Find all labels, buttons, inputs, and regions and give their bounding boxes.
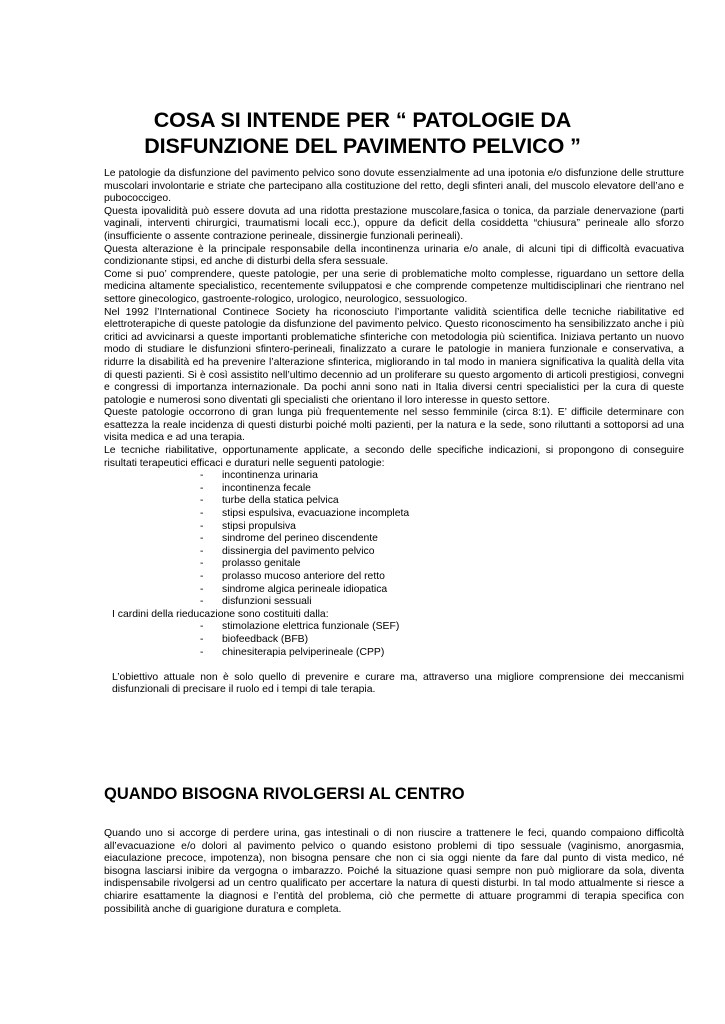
paragraph: Le patologie da disfunzione del pavimento pelvico sono dovute essenzialmente ad una ipotonia e/o disfunzione delle strutture muscolari involontarie e striate che partecipano alla costituzione del retto, degli sfinteri anali, del muscolo elevatore dell’ano e pubococcigeo. [104, 168, 684, 205]
list-item [104, 571, 684, 584]
title-line-1: COSA SI INTENDE PER “ PATOLOGIE DA [153, 108, 572, 132]
dash-marker: - [200, 520, 204, 532]
dash-marker: - [200, 495, 204, 507]
paragraph: Le tecniche riabilitative, opportunamente applicate, a secondo delle specifiche indicazioni, si propongono di conseguire risultati terapeutici efficaci e duraturi nelle seguenti patologie: [104, 445, 684, 469]
list-item-label: chinesiterapia pelviperineale (CPP) [222, 646, 385, 658]
list-item [104, 634, 684, 647]
list-item-label: turbe della statica pelvica [222, 495, 339, 507]
dash-marker: - [200, 583, 204, 595]
intro-section [104, 168, 684, 697]
dash-marker: - [200, 633, 204, 645]
list-item [104, 483, 684, 496]
list-item [104, 647, 684, 660]
spacer [104, 659, 684, 672]
list-item-label: disfunzioni sessuali [222, 596, 312, 608]
list-item-label: stimolazione elettrica funzionale (SEF) [222, 621, 400, 633]
paragraph: Come si puo’ comprendere, queste patologie, per una serie di problematiche molto complesse, riguardano un settore della medicina altamente specialistico, recentemente sviluppatosi e che comprende competenze multidisciplinari che rientrano nel settore ginecologico, gastroente-rologico, urologico, neurologico, sessuologico. [104, 268, 684, 305]
dash-marker: - [200, 533, 204, 545]
section2-body [104, 828, 684, 916]
list-item-label: stipsi propulsiva [222, 520, 296, 532]
list-item [104, 621, 684, 634]
dash-marker: - [200, 545, 204, 557]
list-item-label: prolasso mucoso anteriore del retto [222, 571, 385, 582]
list-item [104, 596, 684, 609]
dash-marker: - [200, 621, 204, 633]
cardini-list [104, 621, 684, 659]
paragraph: Questa alterazione è la principale responsabile della incontinenza urinaria e/o anale, di alcuni tipi di difficoltà evacuativa condizionante stipsi, ed anche di disturbi della sfera sessuale. [104, 243, 684, 268]
dash-marker: - [200, 646, 204, 658]
list-item [104, 495, 684, 508]
list-item [104, 470, 684, 483]
dash-marker: - [200, 508, 204, 520]
dash-marker: - [200, 596, 204, 608]
paragraph: Nel 1992 l’International Continece Society ha riconosciuto l’importante validità scientifica delle tecniche riabilitative ed elettroterapiche di queste patologie da disfunzione del pavimento pelvico. Questo riconoscimento ha sensibilizzato anche i più critici ad avvicinarsi a queste importanti problematiche sfinteriche con metodologia più scientifica. Iniziava pertanto un nuovo modo di studiare le disfunzioni sfintero-perineali, finalizzato a curare le patologie in maniera funzionale e conservativa, a ridurre la disabilità ed ha prevenire l’alterazione sfinterica, migliorando in tal modo in maniera significativa la qualità della vita di questi pazienti. Si è così assistito nell’ultimo decennio ad un proliferare su questo argomento di articoli prestigiosi, convegni e congressi di importanza internazionale. Da pochi anni sono nati in Italia diversi centri specialistici per la cura di queste patologie e numerosi sono diventati gli specialisti che orientano il loro interesse in questo settore. [104, 306, 684, 406]
paragraph: Questa ipovalidità può essere dovuta ad una ridotta prestazione muscolare,fasica o tonica, da parziale denervazione (parti vaginali, interventi chirurgici, traumatismi locali ecc.), oppure da deficit della cosiddetta “chiusura” perineale allo sforzo (insufficiente o assente contrazione perineale, dissinergie funzionali perineali). [104, 205, 684, 242]
list-item [104, 521, 684, 534]
paragraph: Queste patologie occorrono di gran lunga più frequentemente nel sesso femminile (circa 8:1). E’ difficile determinare con esattezza la reale incidenza di questi disturbi poiché molti pazienti, per la natura e la sede, sono riluttanti a sottoporsi ad una visita medica e ad una terapia. [104, 407, 684, 444]
cardini-intro: I cardini della rieducazione sono costituiti dalla: [112, 608, 329, 620]
section-heading: QUANDO BISOGNA RIVOLGERSI AL CENTRO [104, 785, 465, 803]
list-item-label: prolasso genitale [222, 558, 301, 570]
list-item [104, 558, 684, 571]
list-item [104, 546, 684, 559]
paragraph: Quando uno si accorge di perdere urina, gas intestinali o di non riuscire a trattenere le feci, quando compaiono difficoltà all’evacuazione e/o dolori al pavimento pelvico o quando esistono problemi di tipo sessuale (vaginismo, anorgasmia, eiaculazione precoce, impotenza), non bisogna pensare che non ci sia oggi niente da fare dal punto di vista medico, né bisogna lasciarsi inibire da vergogna o imbarazzo. Poiché la situazione quasi sempre non può migliorare da sola, diventa indispensabile rivolgersi ad un centro qualificato per accertare la natura di questi disturbi. In tal modo attualmente si riesce a chiarire esattamente la diagnosi e l’entità del problema, ciò che permette di attuare programmi di terapia specifica con possibilità anche di guarigione duratura e completa. [104, 828, 684, 915]
list-item [104, 584, 684, 597]
page-title [104, 107, 621, 159]
dash-marker: - [200, 558, 204, 570]
list-item-label: dissinergia del pavimento pelvico [222, 545, 375, 557]
list-item-label: stipsi espulsiva, evacuazione incompleta [222, 508, 410, 520]
list-item-label: sindrome del perineo discendente [222, 533, 378, 545]
list-item-label: sindrome algica perineale idiopatica [222, 583, 388, 595]
list-item [104, 508, 684, 521]
list-item-label: incontinenza fecale [222, 482, 311, 494]
list-item [104, 533, 684, 546]
title-line-2: DISFUNZIONE DEL PAVIMENTO PELVICO ” [144, 134, 581, 158]
pathologies-list [104, 470, 684, 609]
objective-paragraph: L’obiettivo attuale non è solo quello di prevenire e curare ma, attraverso una migliore comprensione dei meccanismi disfunzionali di precisare il ruolo ed i tempi di tale terapia. [112, 671, 684, 696]
list-item-label: incontinenza urinaria [222, 470, 318, 482]
dash-marker: - [200, 482, 204, 494]
dash-marker: - [200, 470, 204, 482]
list-item-label: biofeedback (BFB) [222, 633, 309, 645]
dash-marker: - [200, 571, 204, 582]
